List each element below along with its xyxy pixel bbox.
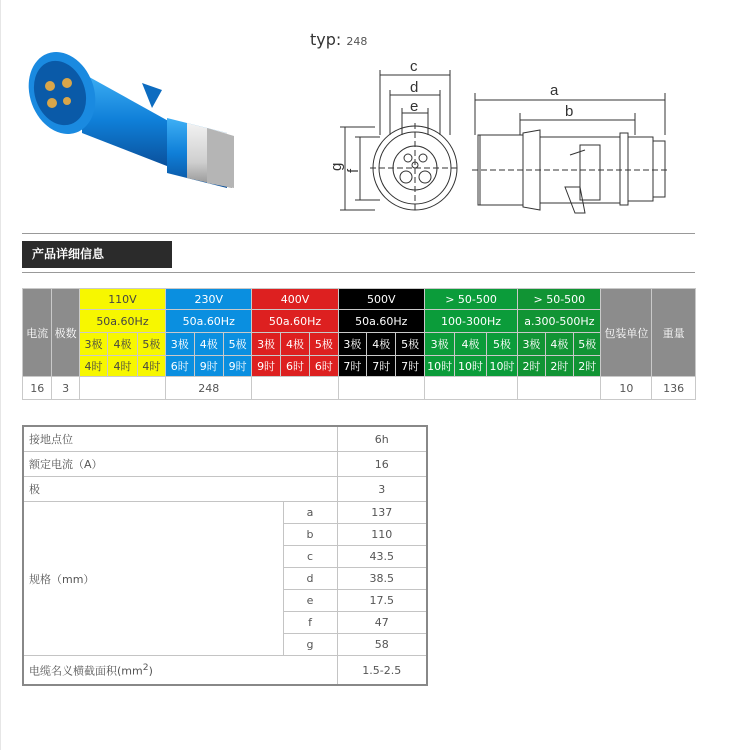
dim-value: 110: [337, 524, 427, 546]
cable-label: [23, 656, 337, 686]
hour-cell: 7时: [367, 356, 396, 377]
hour-cell: 6时: [280, 356, 309, 377]
dim-key: b: [283, 524, 337, 546]
side-view-drawing: [470, 75, 670, 225]
hour-cell: 7时: [396, 356, 424, 377]
dim-value: 137: [337, 502, 427, 524]
dim-value: 47: [337, 612, 427, 634]
hour-cell: 7时: [338, 356, 366, 377]
hour-cell: 9时: [223, 356, 251, 377]
col-current-header: 电流: [23, 289, 52, 377]
section-divider-top: [22, 233, 695, 234]
row-cell-empty: [424, 377, 517, 400]
hour-cell: 4时: [79, 356, 107, 377]
front-view-drawing: [330, 55, 470, 220]
cable-label-close: ): [148, 664, 153, 678]
row-pack: 10: [601, 377, 652, 400]
hour-cell: 2时: [518, 356, 545, 377]
voltage-50-500-b: > 50-500: [518, 289, 601, 310]
row-code: 248: [166, 377, 252, 400]
freq-50-500-b: a.300-500Hz: [518, 310, 601, 333]
row-current: 16: [23, 377, 52, 400]
hour-cell: 4时: [108, 356, 137, 377]
pole-cell: 4极: [108, 333, 137, 356]
row-cell-empty: [518, 377, 601, 400]
hour-cell: 9时: [252, 356, 280, 377]
hour-cell: 2时: [545, 356, 573, 377]
dim-label-f: f: [345, 168, 362, 173]
freq-230v: 50a.60Hz: [166, 310, 252, 333]
pole-cell: 3极: [338, 333, 366, 356]
dim-value: 43.5: [337, 546, 427, 568]
hour-cell: 6时: [166, 356, 194, 377]
pole-cell: 5极: [137, 333, 165, 356]
pole-cell: 3极: [166, 333, 194, 356]
hour-cell: 10时: [486, 356, 517, 377]
freq-110v: 50a.60Hz: [79, 310, 165, 333]
ground-label: 接地点位: [23, 426, 337, 452]
col-weight-header: 重量: [652, 289, 696, 377]
hour-cell: 6时: [310, 356, 338, 377]
hour-cell: 9时: [194, 356, 223, 377]
row-poles: 3: [52, 377, 79, 400]
section-divider-bottom: [22, 272, 695, 273]
pole-cell: 4极: [455, 333, 486, 356]
cable-label-text: 电缆名义横截面积(mm: [29, 664, 143, 678]
voltage-500v: 500V: [338, 289, 424, 310]
dim-label-b: b: [565, 103, 574, 120]
dim-label-g: g: [328, 162, 345, 171]
typ-label: typ:: [310, 30, 342, 49]
dim-value: 58: [337, 634, 427, 656]
pole-cell: 5极: [310, 333, 338, 356]
row-weight: 136: [652, 377, 696, 400]
dim-value: 17.5: [337, 590, 427, 612]
freq-50-500-a: 100-300Hz: [424, 310, 517, 333]
pole-cell: 5极: [223, 333, 251, 356]
cable-label-sup: 2: [142, 661, 149, 673]
voltage-110v: 110V: [79, 289, 165, 310]
spec-table: [22, 288, 696, 400]
detail-table: [22, 425, 428, 686]
dim-key: e: [283, 590, 337, 612]
dim-label-e: e: [410, 98, 419, 115]
pole-cell: 4极: [194, 333, 223, 356]
hour-cell: 10时: [455, 356, 486, 377]
freq-500v: 50a.60Hz: [338, 310, 424, 333]
voltage-50-500-a: > 50-500: [424, 289, 517, 310]
col-poles-header: 极数: [52, 289, 79, 377]
hour-cell: 10时: [424, 356, 454, 377]
voltage-400v: 400V: [252, 289, 338, 310]
pole-cell: 3极: [79, 333, 107, 356]
dim-label-c: c: [410, 58, 418, 75]
row-cell-empty: [79, 377, 165, 400]
pole-cell: 5极: [486, 333, 517, 356]
cable-value: 1.5-2.5: [337, 656, 427, 686]
dim-key: d: [283, 568, 337, 590]
dim-value: 38.5: [337, 568, 427, 590]
page-left-rule: [0, 0, 1, 750]
dim-label-a: a: [550, 82, 559, 99]
pole-cell: 3极: [252, 333, 280, 356]
col-pack-header: 包装单位: [601, 289, 652, 377]
voltage-230v: 230V: [166, 289, 252, 310]
pole-cell: 3极: [424, 333, 454, 356]
dim-key: f: [283, 612, 337, 634]
typ-header: [310, 30, 367, 49]
rated-current-label: 额定电流（A）: [23, 452, 337, 477]
poles-value: 3: [337, 477, 427, 502]
poles-label: 极: [23, 477, 337, 502]
dim-label-d: d: [410, 79, 419, 96]
plug-product-photo: [22, 38, 237, 193]
dim-key: c: [283, 546, 337, 568]
freq-400v: 50a.60Hz: [252, 310, 338, 333]
rated-current-value: 16: [337, 452, 427, 477]
section-title: 产品详细信息: [22, 241, 172, 268]
pole-cell: 4极: [545, 333, 573, 356]
pole-cell: 3极: [518, 333, 545, 356]
ground-value: 6h: [337, 426, 427, 452]
dim-key: g: [283, 634, 337, 656]
pole-cell: 5极: [396, 333, 424, 356]
typ-number: 248: [346, 35, 368, 48]
hour-cell: 2时: [574, 356, 601, 377]
pole-cell: 4极: [367, 333, 396, 356]
row-cell-empty: [252, 377, 338, 400]
pole-cell: 4极: [280, 333, 309, 356]
hour-cell: 4时: [137, 356, 165, 377]
row-cell-empty: [338, 377, 424, 400]
dim-key: a: [283, 502, 337, 524]
dims-label: 规格（mm）: [23, 502, 283, 656]
pole-cell: 5极: [574, 333, 601, 356]
